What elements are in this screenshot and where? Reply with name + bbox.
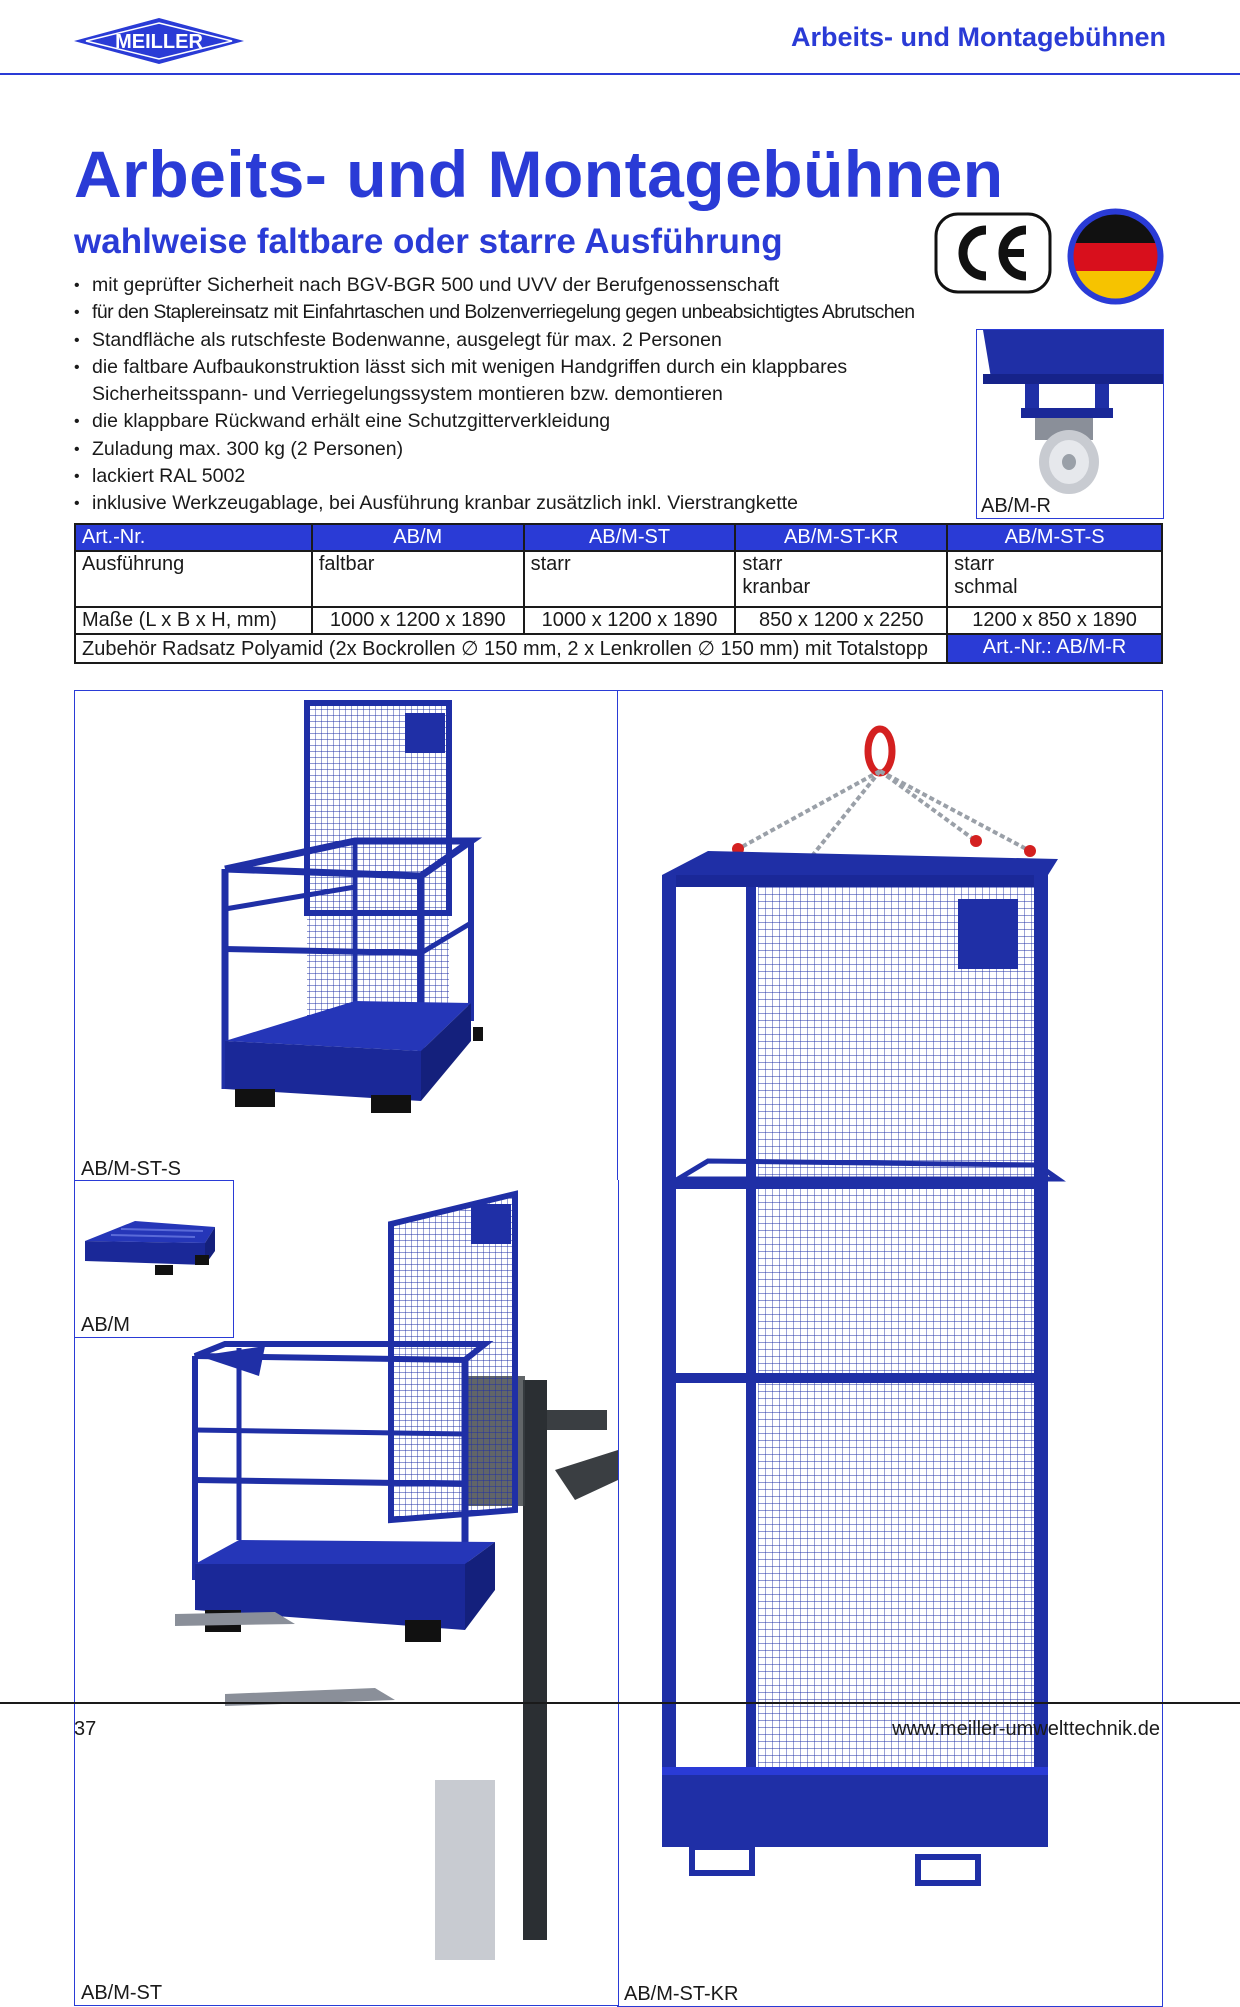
feature-item-continued: Sicherheitsspann- und Verriegelungssystem montieren bzw. demontieren (92, 383, 723, 406)
header-title: Arbeits- und Montagebühnen (791, 22, 1166, 52)
page-number: 37 (74, 1718, 97, 1740)
table-cell: 850 x 1200 x 2250 (735, 607, 947, 634)
image-caption: AB/M (81, 1314, 130, 1336)
feature-item: • lackiert RAL 5002 (74, 463, 915, 490)
product-image-ab-m-st-kr (617, 690, 1163, 2007)
accessory-wheel-image (976, 329, 1164, 519)
product-image-ab-m (74, 1180, 234, 1338)
table-header-cell: Art.-Nr. (75, 524, 312, 551)
image-caption: AB/M-ST-S (81, 1158, 182, 1180)
table-cell: starr (524, 551, 736, 607)
table-cell: Maße (L x B x H, mm) (75, 607, 312, 634)
table-cell: 1200 x 850 x 1890 (947, 607, 1162, 634)
table-header-cell: AB/M-ST (524, 524, 736, 551)
accessory-image-label: AB/M-R (981, 495, 1051, 517)
feature-list (74, 272, 915, 518)
logo-text: MEILLER (115, 31, 203, 53)
feature-item: • die faltbare Aufbaukonstruktion lässt sich mit wenigen Handgriffen durch ein klappbares (74, 354, 915, 381)
table-row (75, 551, 1162, 607)
header-divider (0, 73, 1240, 75)
feature-item: • für den Staplereinsatz mit Einfahrtaschen und Bolzenverriegelung gegen unbeabsichtigtes Abrutschen (74, 299, 915, 326)
accessory-article-cell: Art.-Nr.: AB/M-R (947, 634, 1162, 663)
feature-item: • inklusive Werkzeugablage, bei Ausführung kranbar zusätzlich inkl. Vierstrangkette (74, 490, 915, 517)
website-link[interactable]: www.meiller-umwelttechnik.de (892, 1718, 1160, 1740)
table-row (75, 607, 1162, 634)
meiller-logo (72, 16, 246, 66)
image-caption: AB/M-ST-KR (624, 1983, 739, 2005)
feature-item: • Standfläche als rutschfeste Bodenwanne, ausgelegt für max. 2 Personen (74, 327, 915, 354)
germany-flag-icon (1066, 207, 1165, 306)
table-header-row (75, 524, 1162, 551)
feature-item: • mit geprüfter Sicherheit nach BGV-BGR 500 und UVV der Berufgenossenschaft (74, 272, 915, 299)
footer-divider (0, 1702, 1240, 1704)
feature-item: • Zuladung max. 300 kg (2 Personen) (74, 436, 915, 463)
table-cell: starr kranbar (735, 551, 947, 607)
page-title: Arbeits- und Montagebühnen (74, 137, 1004, 211)
page-subtitle: wahlweise faltbare oder starre Ausführung (74, 222, 783, 261)
table-header-cell: AB/M (312, 524, 524, 551)
spec-table (74, 523, 1163, 664)
feature-item: • die klappbare Rückwand erhält eine Schutzgitterverkleidung (74, 408, 915, 435)
table-header-cell: AB/M-ST-S (947, 524, 1162, 551)
table-row-accessory (75, 634, 1162, 663)
product-image-ab-m-st-s (74, 690, 619, 1182)
table-cell: 1000 x 1200 x 1890 (312, 607, 524, 634)
table-cell: 1000 x 1200 x 1890 (524, 607, 736, 634)
image-caption: AB/M-ST (81, 1982, 163, 2004)
table-cell: Ausführung (75, 551, 312, 607)
accessory-description-cell: Zubehör Radsatz Polyamid (2x Bockrollen ∅ 150 mm, 2 x Lenkrollen ∅ 150 mm) mit Totalstopp (75, 634, 947, 663)
table-header-cell: AB/M-ST-KR (735, 524, 947, 551)
ce-mark-icon (934, 212, 1052, 294)
table-cell: starr schmal (947, 551, 1162, 607)
table-cell: faltbar (312, 551, 524, 607)
